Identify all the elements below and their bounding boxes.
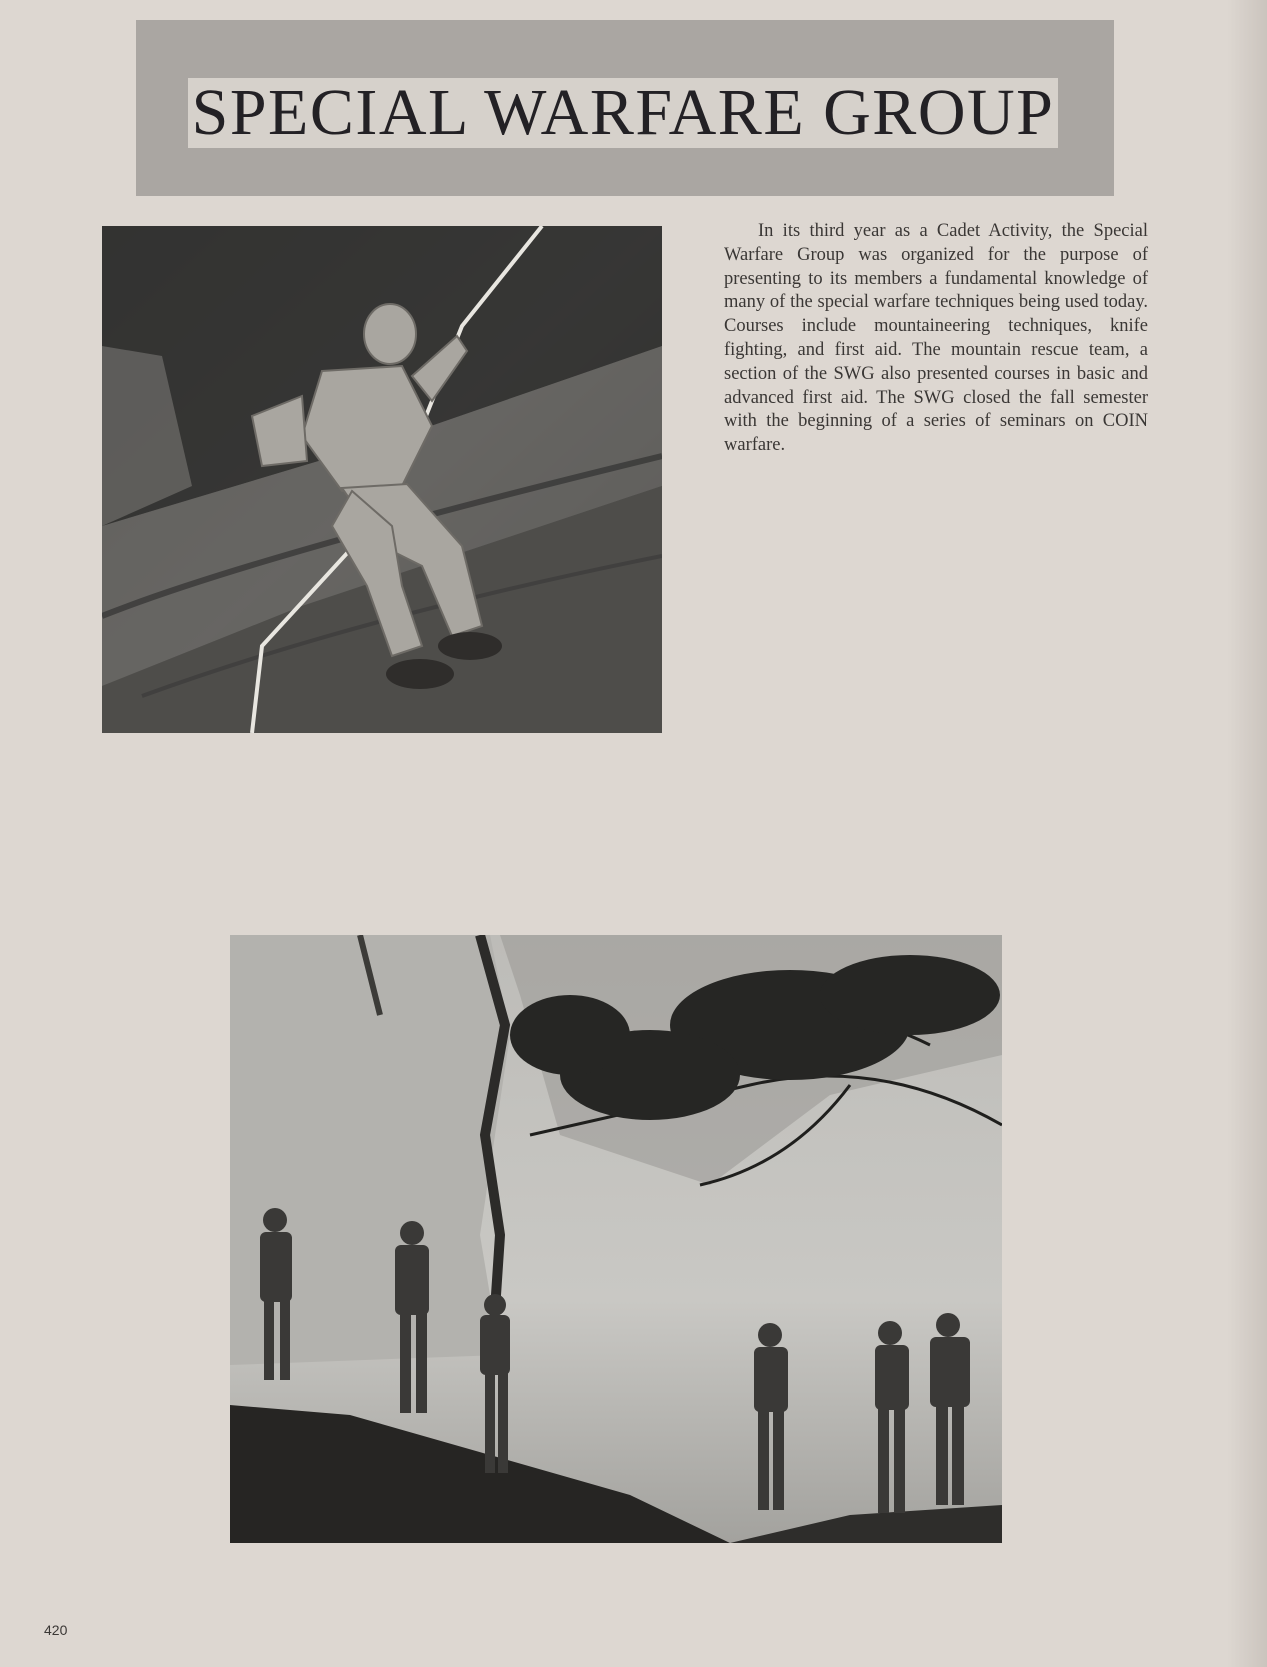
page-title: SPECIAL WARFARE GROUP	[188, 78, 1058, 148]
page-edge-shadow	[1227, 0, 1267, 1667]
photo-rappelling-cadet	[102, 226, 662, 733]
article-body: In its third year as a Cadet Activity, the Special Warfare Group was organized for the purpose of presenting to its members a fundamental knowledge of many of the special warfare techniques being used today. Courses include mountaineering techniques, knife fighting, and first aid. The mountain rescue team, a section of the SWG also presented courses in basic and advanced first aid. The SWG closed the fall semester with the beginning of a series of seminars on COIN warfare.	[724, 221, 1148, 456]
photo-group-at-cliff	[230, 935, 1002, 1543]
rappelling-photo-icon	[102, 226, 662, 733]
page-number: 420	[44, 1622, 68, 1638]
cliff-group-photo-icon	[230, 935, 1002, 1543]
